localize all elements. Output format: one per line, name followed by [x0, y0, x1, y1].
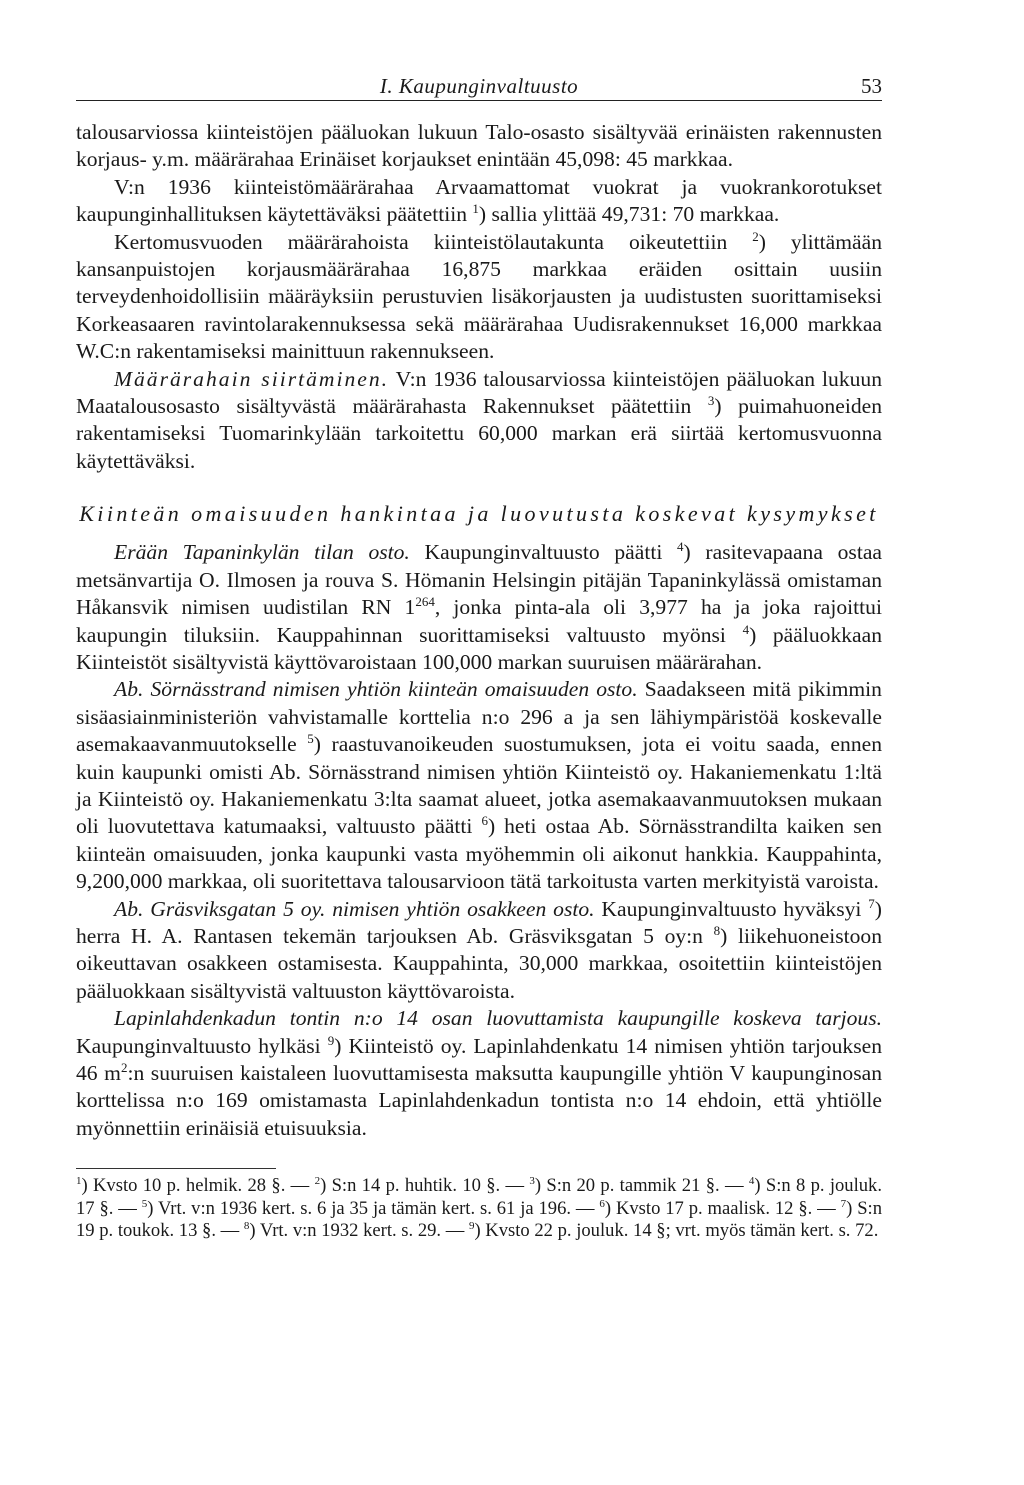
- footnote-marker: 2: [314, 1175, 321, 1188]
- footnote-marker: 3: [529, 1175, 535, 1188]
- footnote-text: ) Kvsto 10 p. helmik. 28 §. —: [81, 1175, 315, 1197]
- paragraph-text: Kaupunginvaltuusto päätti: [409, 540, 678, 565]
- paragraph: [76, 896, 882, 1006]
- paragraph-text: V:n 1936 talousarviossa kiinteistöjen pääluokan lukuun Maatalousosasto sisältyvästä määrärahasta Rakennukset päätettiin: [76, 366, 883, 419]
- paragraph-text: Kaupunginvaltuusto hylkäsi: [76, 1033, 328, 1058]
- footnote-text: ) Vrt. v:n 1932 kert. s. 29. —: [249, 1220, 469, 1242]
- running-title: I. Kaupunginvaltuusto: [379, 74, 579, 98]
- footnote-ref: 4: [742, 621, 750, 637]
- footnote-ref: 2: [752, 228, 759, 244]
- footnote-ref: 1: [472, 201, 479, 217]
- footnote-ref: 5: [307, 731, 314, 747]
- footnote-marker: 7: [840, 1197, 847, 1210]
- paragraph-text: ) liikehuoneistoon oikeuttavan osakkeen ostamisesta. Kauppahinta, 30,000 markkaa, osoitettiin kiinteistöjen pääluokkaan sisältyvistä valtuuston käyttövaroista.: [76, 923, 882, 1003]
- footnote-marker: 4: [748, 1175, 755, 1188]
- paragraph-text: Kaupunginvaltuusto hyväksyi: [594, 896, 869, 921]
- paragraph-text: ) heti ostaa Ab. Sörnässtrandilta kaiken sen kiinteän omaisuuden, jonka kaupunki vasta myöhemmin oli aikonut hankkia. Kauppahinta, 9,200,000 markkaa, oli suoritettava talousarvioon tätä tarkoitusta varten merkityistä varoista.: [76, 814, 882, 894]
- paragraph: [76, 366, 882, 476]
- paragraph: [76, 539, 882, 676]
- paragraph-text: ) Kiinteistö oy. Lapinlahdenkatu 14 nimisen yhtiön tarjouksen 46 m: [76, 1033, 883, 1085]
- footnote-marker: 5: [141, 1197, 148, 1210]
- paragraph-text: ) pääluokkaan Kiinteistöt sisältyvistä käyttövaroistaan 100,000 markan suuruisen määrärahan.: [76, 622, 882, 674]
- paragraph-text: , jonka pinta-ala oli 3,977 ha ja joka rajoittui kaupungin tiluksiin. Kauppahinnan suorittamiseksi valtuusto myönsi: [76, 595, 882, 647]
- paragraph-text: Saadakseen mitä pikimmin sisäasiainministeriön vahvistamalle korttelia n:o 296 a ja sen lähiympäristöä koskevalle asemakaavanmuutokselle: [76, 677, 882, 757]
- header-rule: [76, 100, 882, 101]
- footnote-ref: 3: [707, 393, 715, 409]
- paragraph-text: Kertomusvuoden määrärahoista kiinteistölautakunta oikeutettiin: [114, 229, 753, 254]
- running-header: [76, 70, 882, 100]
- paragraph: [76, 174, 882, 229]
- run-in-heading: Ab. Gräsviksgatan 5 oy. nimisen yhtiön osakkeen osto.: [114, 896, 595, 921]
- paragraph: [76, 676, 882, 895]
- paragraph-text: ) raastuvanoikeuden suostumuksen, jota ei voitu saada, ennen kuin kaupunki omisti Ab. Sörnässtrand nimisen yhtiön Kiinteistö oy. Hakaniemenkatu 1:ltä ja Kiinteistö oy. Hakaniemenkatu 3:lta saamat alueet, jotka asemakaavanmuutoksen mukaan oli luovutettava katumaaksi, valtuusto päätti: [76, 732, 882, 839]
- footnote-ref: 8: [713, 922, 721, 938]
- paragraph-text: ) rasitevapaana ostaa metsänvartija O. Ilmosen ja rouva S. Hömanin Helsingin pitäjän Tapaninkylässä omistaman Håkansvik nimisen uudistilan RN 1: [76, 540, 882, 620]
- paragraph: [76, 229, 882, 366]
- run-in-heading: Ab. Sörnässtrand nimisen yhtiön kiinteän omaisuuden osto.: [114, 677, 638, 702]
- superscript: 264: [415, 594, 435, 610]
- footnote-rule: [76, 1168, 276, 1169]
- run-in-heading: Määrärahain siirtäminen.: [114, 366, 390, 391]
- footnote-marker: 6: [599, 1197, 605, 1210]
- footnotes: [76, 1175, 882, 1243]
- footnote-text: ) S:n 8 p. jouluk. 17 §. —: [76, 1175, 883, 1219]
- paragraph: [76, 119, 882, 174]
- footnote-text: ) S:n 14 p. huhtik. 10 §. —: [320, 1175, 530, 1197]
- footnote-marker: 8: [243, 1220, 250, 1233]
- superscript: 2: [120, 1060, 128, 1075]
- footnote-text: ) S:n 19 p. toukok. 13 §. —: [76, 1197, 882, 1242]
- paragraph-text: ) sallia ylittää 49,731: 70 markkaa.: [478, 202, 780, 227]
- run-in-heading: Lapinlahdenkadun tontin n:o 14 osan luovuttamista kaupungille koskeva tarjous.: [114, 1006, 882, 1031]
- footnote-text: ) Vrt. v:n 1936 kert. s. 6 ja 35 ja tämän kert. s. 61 ja 196. —: [147, 1197, 600, 1219]
- footnote-marker: 1: [76, 1175, 82, 1188]
- paragraph-text: ) ylittämään kansanpuistojen korjausmäärärahaa 16,875 markkaa eräiden osittain uusiin terveydenhoidollisiin määräyksiin perustuvien lisäkorjausten ja uudistusten suorittamiseksi Korkeasaaren ravintolarakennuksessa sekä määrärahaa Uudisrakennukset 16,000 markkaa W.C:n rakentamiseksi mainittuun rakennukseen.: [76, 229, 882, 364]
- document-page: [76, 70, 882, 1243]
- page-number: 53: [861, 74, 882, 98]
- paragraph-text: :n suuruisen kaistaleen luovuttamisesta maksutta kaupungille yhtiön V kaupunginosan korttelissa n:o 169 omistamasta Lapinlahdenkadun tontista n:o 14 ehdoin, että yhtiölle myönnettiin erinäisiä etuisuuksia.: [76, 1061, 882, 1140]
- paragraph-text: ) puimahuoneiden rakentamiseksi Tuomarinkylään tarkoitettu 60,000 markan erä siirtää kertomusvuonna käytettäväksi.: [76, 394, 882, 473]
- paragraph-text: talousarviossa kiinteistöjen pääluokan lukuun Talo-osasto sisältyvää erinäisten rakennusten korjaus- y.m. määrärahaa Erinäiset korjaukset enintään 45,098: 45 markkaa.: [76, 120, 882, 172]
- footnote-text: ) S:n 20 p. tammik 21 §. —: [534, 1175, 749, 1197]
- body-text: [76, 119, 882, 1142]
- paragraph-text: ) herra H. A. Rantasen tekemän tarjouksen Ab. Gräsviksgatan 5 oy:n: [76, 896, 882, 948]
- paragraph: [76, 1005, 882, 1142]
- footnote-text: ) Kvsto 22 p. jouluk. 14 §; vrt. myös tämän kert. s. 72.: [474, 1220, 879, 1242]
- footnote-ref: 7: [868, 895, 875, 911]
- footnote-marker: 9: [468, 1220, 475, 1233]
- section-title: Kiinteän omaisuuden hankintaa ja luovutusta koskevat kysymykset: [79, 501, 879, 527]
- footnote-ref: 9: [327, 1032, 335, 1048]
- footnote-ref: 4: [677, 539, 684, 555]
- paragraph-text: V:n 1936 kiinteistömäärärahaa Arvaamattomat vuokrat ja vuokrankorotukset kaupunginhallituksen käytettäväksi päätettiin: [76, 174, 882, 227]
- footnote-ref: 6: [481, 813, 488, 829]
- footnote-text: ) Kvsto 17 p. maalisk. 12 §. —: [604, 1197, 841, 1219]
- run-in-heading: Erään Tapaninkylän tilan osto.: [114, 540, 410, 565]
